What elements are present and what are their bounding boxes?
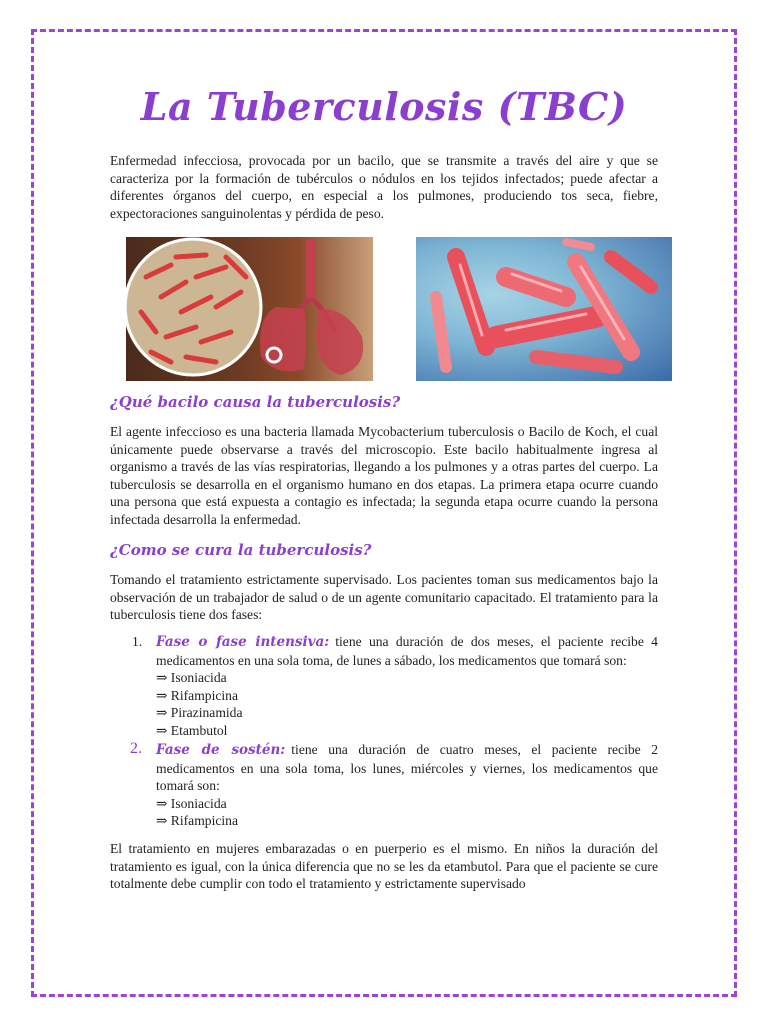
lungs-bacteria-svg bbox=[126, 237, 373, 381]
intro-text: Enfermedad infecciosa, provocada por un bacilo, que se transmite a través del aire y que se caracteriza por la formación de tubérculos o nódulos en los tejidos infectados; puede afectar a diferentes órganos del cuerpo, en especial a los pulmones, produciendo tos seca, fiebre, expectoraciones sanguinolentas y pérdida de peso. bbox=[110, 153, 658, 221]
phase-name: Fase de sostén: bbox=[156, 742, 286, 758]
list-item bbox=[110, 741, 658, 830]
closing-text: El tratamiento en mujeres embarazadas o en puerperio es el mismo. En niños la duración del tratamiento es igual, con la única diferencia que no se les da etambutol. Para que el paciente se cure totalmente debe cumplir con todo el tratamiento y estrictamente supervisado bbox=[110, 841, 658, 891]
section-heading-cura: ¿Como se cura la tuberculosis? bbox=[110, 541, 372, 559]
medication-item: ⇒ Isoniacida bbox=[156, 670, 227, 685]
list-item bbox=[110, 633, 658, 739]
medication-item: ⇒ Isoniacida bbox=[156, 795, 227, 811]
phase-text: tiene una duración de cuatro meses, el paciente recibe 2 medicamentos en una sola toma, los lunes, miércoles y viernes, los medicamentos que tomará son: bbox=[156, 742, 658, 793]
medication-item: ⇒ Pirazinamida bbox=[156, 705, 243, 720]
list-number: 2. bbox=[130, 740, 142, 757]
section-heading-bacilo: ¿Qué bacilo causa la tuberculosis? bbox=[110, 393, 401, 411]
medication-item: ⇒ Rifampicina bbox=[156, 813, 238, 828]
bacteria-closeup-svg bbox=[416, 237, 672, 381]
section-body-bacilo bbox=[110, 423, 658, 528]
medication-item: ⇒ Etambutol bbox=[156, 722, 228, 738]
medication-item: ⇒ Rifampicina bbox=[156, 687, 238, 703]
page-title: La Tuberculosis (TBC) bbox=[140, 84, 628, 129]
phase-text: tiene una duración de dos meses, el paciente recibe 4 medicamentos en una sola toma, de lunes a sábado, los medicamentos que tomará son: bbox=[156, 634, 658, 668]
illustrations bbox=[126, 237, 672, 381]
bacteria-closeup-illustration bbox=[416, 237, 672, 381]
closing-paragraph bbox=[110, 840, 658, 893]
section-text-bacilo: El agente infeccioso es una bacteria llamada Mycobacterium tuberculosis o Bacilo de Koch, el cual únicamente puede observarse a través del microscopio. Este bacilo habitualmente ingresa al organismo a través de las vías respiratorias, llegando a los pulmones y a otras partes del cuerpo. La tuberculosis se desarrolla en el organismo humano en dos etapas. La primera etapa ocurre cuando una persona que está expuesta a contagio es infectada; la segunda etapa ocurre cuando la persona infectada desarrolla la enfermedad. bbox=[110, 424, 658, 527]
phase-name: Fase o fase intensiva: bbox=[156, 634, 330, 650]
section-body-cura bbox=[110, 571, 658, 624]
intro-paragraph bbox=[110, 152, 658, 222]
lungs-bacteria-illustration bbox=[126, 237, 373, 381]
section-text-cura: Tomando el tratamiento estrictamente supervisado. Los pacientes toman sus medicamentos bajo la observación de un trabajador de salud o de un agente comunitario capacitado. El tratamiento para la tuberculosis tiene dos fases: bbox=[110, 572, 658, 622]
list-number: 1. bbox=[132, 634, 143, 649]
phases-list bbox=[110, 633, 658, 830]
